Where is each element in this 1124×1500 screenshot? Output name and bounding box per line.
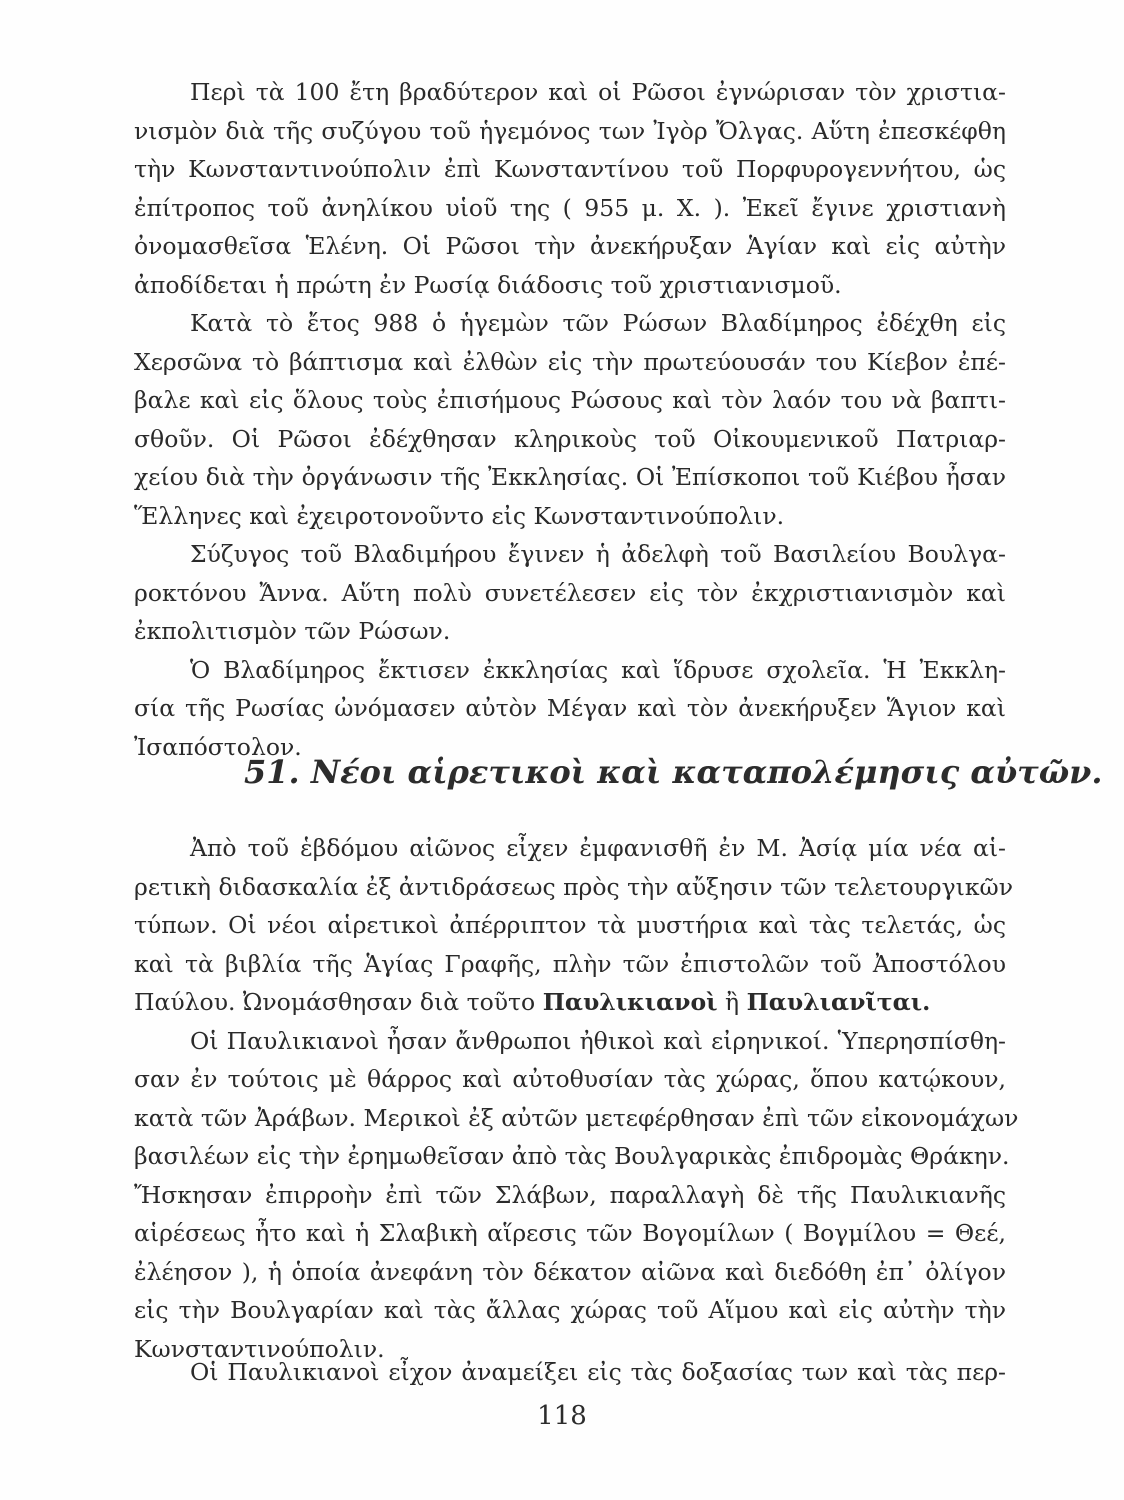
text-line: βαλε καὶ εἰς ὅλους τοὺς ἐπισήμους Ρώσους καὶ τὸν λαόν του νὰ βαπτι-	[134, 386, 1006, 414]
text-line: Χερσῶνα τὸ βάπτισμα καὶ ἐλθὼν εἰς τὴν πρωτεύουσάν του Κίεβον ἐπέ-	[134, 348, 1006, 376]
text-line: ἐλέησον ), ἡ ὁποία ἀνεφάνη τὸν δέκατον αἰῶνα καὶ διεδόθη ἐπ᾽ ὀλίγον	[134, 1258, 1006, 1286]
text-line: σαν ἐν τούτοις μὲ θάρρος καὶ αὐτοθυσίαν τὰς χώρας, ὅπου κατῴκουν,	[134, 1065, 1006, 1093]
text-line: Περὶ τὰ 100 ἔτη βραδύτερον καὶ οἱ Ρῶσοι ἐγνώρισαν τὸν χριστια-	[190, 78, 1006, 106]
text-line: κατὰ τῶν Ἀράβων. Μερικοὶ ἐξ αὐτῶν μετεφέρθησαν ἐπὶ τῶν εἰκονομάχων	[134, 1104, 1019, 1132]
text-line: βασιλέων εἰς τὴν ἐρημωθεῖσαν ἀπὸ τὰς Βουλγαρικὰς ἐπιδρομὰς Θράκην.	[134, 1142, 1010, 1170]
text-line: τύπων. Οἱ νέοι αἱρετικοὶ ἀπέρριπτον τὰ μυστήρια καὶ τὰς τελετάς, ὡς	[134, 911, 1006, 939]
text-line: νισμὸν διὰ τῆς συζύγου τοῦ ἡγεμόνος των Ἰγὸρ Ὄλγας. Αὕτη ἐπεσκέφθη	[134, 117, 1006, 145]
text-line: χείου διὰ τὴν ὀργάνωσιν τῆς Ἐκκλησίας. Οἱ Ἐπίσκοποι τοῦ Κιέβου ἦσαν	[134, 463, 1006, 491]
text-line	[134, 982, 1006, 1022]
text-line: Σύζυγος τοῦ Βλαδιμήρου ἔγινεν ἡ ἀδελφὴ τοῦ Βασιλείου Βουλγα-	[190, 540, 1006, 568]
page-number: 118	[537, 1401, 587, 1431]
text-line: Ὁ Βλαδίμηρος ἔκτισεν ἐκκλησίας καὶ ἵδρυσε σχολεῖα. Ἡ Ἐκκλη-	[190, 656, 1006, 684]
text-line: ἐκπολιτισμὸν τῶν Ρώσων.	[134, 617, 451, 645]
text-line: ροκτόνου Ἄννα. Αὕτη πολὺ συνετέλεσεν εἰς τὸν ἐκχριστιανισμὸν καὶ	[134, 579, 1006, 607]
text-line: Κατὰ τὸ ἔτος 988 ὁ ἡγεμὼν τῶν Ρώσων Βλαδίμηρος ἐδέχθη εἰς	[190, 309, 1006, 337]
text-line: Οἱ Παυλικιανοὶ ἦσαν ἄνθρωποι ἠθικοὶ καὶ εἰρηνικοί. Ὑπερησπίσθη-	[190, 1027, 1006, 1055]
text-line: Κωνσταντινούπολιν.	[134, 1335, 385, 1363]
text-line: Ἀπὸ τοῦ ἑβδόμου αἰῶνος εἶχεν ἐμφανισθῆ ἐν Μ. Ἀσίᾳ μία νέα αἱ-	[190, 834, 1006, 862]
bold-term-paulianites: Παυλιανῖται.	[746, 988, 931, 1016]
text-line: Ἰσαπόστολον.	[134, 733, 302, 761]
text-fragment: Παύλου. Ὠνομάσθησαν διὰ τοῦτο	[134, 988, 536, 1016]
text-line: Ἕλληνες καὶ ἐχειροτονοῦντο εἰς Κωνσταντινούπολιν.	[134, 502, 785, 530]
text-line: σία τῆς Ρωσίας ὠνόμασεν αὐτὸν Μέγαν καὶ τὸν ἀνεκήρυξεν Ἅγιον καὶ	[134, 694, 1006, 722]
text-line: καὶ τὰ βιβλία τῆς Ἁγίας Γραφῆς, πλὴν τῶν ἐπιστολῶν τοῦ Ἀποστόλου	[134, 950, 1006, 978]
text-line: σθοῦν. Οἱ Ρῶσοι ἐδέχθησαν κληρικοὺς τοῦ Οἰκουμενικοῦ Πατριαρ-	[134, 425, 1006, 453]
text-line: ἀποδίδεται ἡ πρώτη ἐν Ρωσίᾳ διάδοσις τοῦ χριστιανισμοῦ.	[134, 271, 842, 299]
text-line: Ἤσκησαν ἐπιρροὴν ἐπὶ τῶν Σλάβων, παραλλαγὴ δὲ τῆς Παυλικιανῆς	[134, 1181, 1006, 1209]
text-line: ἐπίτροπος τοῦ ἀνηλίκου υἱοῦ της ( 955 μ. Χ. ). Ἐκεῖ ἔγινε χριστιανὴ	[134, 194, 1006, 222]
text-line: ρετικὴ διδασκαλία ἐξ ἀντιδράσεως πρὸς τὴν αὔξησιν τῶν τελετουργικῶν	[134, 873, 1013, 901]
text-line: ὀνομασθεῖσα Ἑλένη. Οἱ Ρῶσοι τὴν ἀνεκήρυξαν Ἁγίαν καὶ εἰς αὐτὴν	[134, 232, 1006, 260]
text-line: αἱρέσεως ἦτο καὶ ἡ Σλαβικὴ αἵρεσις τῶν Βογομίλων ( Βογμίλου = Θεέ,	[134, 1219, 1006, 1247]
text-line: τὴν Κωνσταντινούπολιν ἐπὶ Κωνσταντίνου τοῦ Πορφυρογεννήτου, ὡς	[134, 155, 1006, 183]
section-heading: 51. Νέοι αἱρετικοὶ καὶ καταπολέμησις αὐτῶν.	[244, 753, 1103, 791]
text-fragment: ἢ	[725, 988, 740, 1016]
text-line: εἰς τὴν Βουλγαρίαν καὶ τὰς ἄλλας χώρας τοῦ Αἵμου καὶ εἰς αὐτὴν τὴν	[134, 1296, 1006, 1324]
text-line: Οἱ Παυλικιανοὶ εἶχον ἀναμείξει εἰς τὰς δοξασίας των καὶ τὰς περ-	[190, 1358, 1006, 1386]
bold-term-paulicians: Παυλικιανοὶ	[542, 988, 718, 1016]
